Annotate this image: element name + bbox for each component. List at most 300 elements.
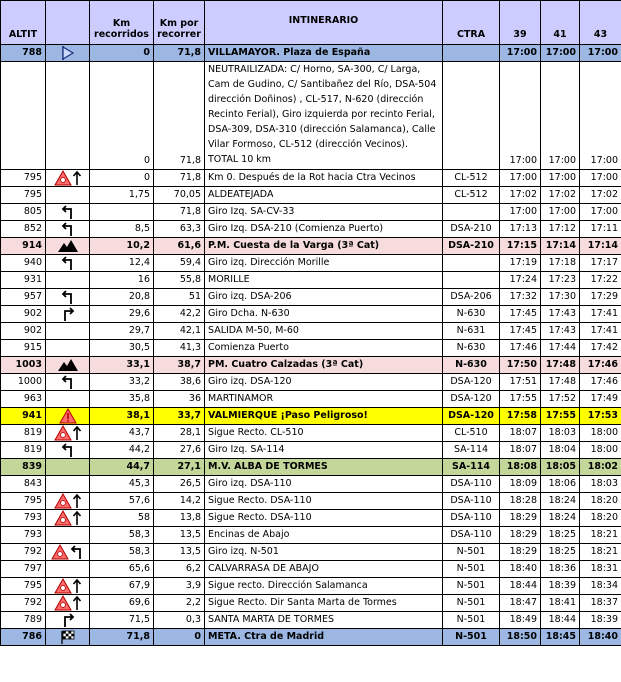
time-41-cell: 18:24 <box>541 493 580 510</box>
header-time-41: 41 <box>541 1 580 45</box>
km-recorridos-cell: 33,2 <box>90 374 154 391</box>
km-por-recorrer-cell: 38,7 <box>154 357 205 374</box>
time-43-cell: 18:00 <box>580 425 621 442</box>
time-39-cell: 17:00 <box>500 204 541 221</box>
itinerary-cell: Giro Dcha. N-630 <box>205 306 443 323</box>
time-39-cell: 18:08 <box>500 459 541 476</box>
km-por-recorrer-cell: 13,5 <box>154 527 205 544</box>
road-cell: SA-114 <box>443 442 500 459</box>
time-43-cell: 17:53 <box>580 408 621 425</box>
time-43-cell: 17:46 <box>580 357 621 374</box>
time-39-cell: 17:00 <box>500 45 541 62</box>
km-por-recorrer-cell: 33,7 <box>154 408 205 425</box>
km-recorridos-cell: 38,1 <box>90 408 154 425</box>
time-39-cell: 17:13 <box>500 221 541 238</box>
road-cell: N-501 <box>443 561 500 578</box>
road-cell: DSA-110 <box>443 527 500 544</box>
time-43-cell: 17:46 <box>580 374 621 391</box>
danger-warning-icon <box>59 411 77 422</box>
turn-left-icon <box>60 377 76 388</box>
km-por-recorrer-cell: 38,6 <box>154 374 205 391</box>
time-41-cell: 17:00 <box>541 62 580 170</box>
km-por-recorrer-cell: 13,5 <box>154 544 205 561</box>
itinerary-cell: Giro Izq. SA-114 <box>205 442 443 459</box>
altitude-cell: 795 <box>1 170 46 187</box>
km-por-recorrer-cell: 51 <box>154 289 205 306</box>
time-39-cell: 18:40 <box>500 561 541 578</box>
header-ctra: CTRA <box>443 1 500 45</box>
turn-left-icon <box>60 445 76 456</box>
km-por-recorrer-cell: 55,8 <box>154 272 205 289</box>
table-row <box>1 255 621 272</box>
time-43-cell: 17:17 <box>580 255 621 272</box>
icon-cell <box>46 459 90 476</box>
time-43-cell: 18:20 <box>580 510 621 527</box>
time-39-cell: 17:00 <box>500 62 541 170</box>
time-41-cell: 17:44 <box>541 340 580 357</box>
time-41-cell: 17:48 <box>541 357 580 374</box>
icon-cell <box>46 255 90 272</box>
time-39-cell: 18:07 <box>500 442 541 459</box>
road-cell <box>443 45 500 62</box>
km-por-recorrer-cell: 71,8 <box>154 45 205 62</box>
icon-cell <box>46 238 90 255</box>
itinerary-cell: SANTA MARTA DE TORMES <box>205 612 443 629</box>
itinerary-cell: META. Ctra de Madrid <box>205 629 443 646</box>
table-row <box>1 340 621 357</box>
turn-left-icon <box>60 258 76 269</box>
straight-arrow-icon <box>72 513 82 524</box>
itinerary-cell: Sigue recto. Dirección Salamanca <box>205 578 443 595</box>
time-41-cell: 17:30 <box>541 289 580 306</box>
altitude-cell: 1003 <box>1 357 46 374</box>
time-43-cell: 17:41 <box>580 323 621 340</box>
km-por-recorrer-cell: 3,9 <box>154 578 205 595</box>
altitude-cell: 792 <box>1 595 46 612</box>
km-por-recorrer-cell: 0,3 <box>154 612 205 629</box>
time-39-cell: 18:29 <box>500 510 541 527</box>
altitude-cell: 789 <box>1 612 46 629</box>
header-km-recorridos: Km recorridos <box>90 1 154 45</box>
table-row <box>1 629 621 646</box>
km-recorridos-cell: 16 <box>90 272 154 289</box>
km-recorridos-cell: 8,5 <box>90 221 154 238</box>
warning-triangle-icon <box>54 581 72 592</box>
time-41-cell: 18:05 <box>541 459 580 476</box>
table-row <box>1 306 621 323</box>
icon-cell <box>46 357 90 374</box>
time-39-cell: 17:46 <box>500 340 541 357</box>
altitude-cell: 793 <box>1 510 46 527</box>
table-row <box>1 442 621 459</box>
road-cell: N-630 <box>443 306 500 323</box>
km-por-recorrer-cell: 42,1 <box>154 323 205 340</box>
km-recorridos-cell: 10,2 <box>90 238 154 255</box>
time-39-cell: 18:07 <box>500 425 541 442</box>
km-recorridos-cell: 57,6 <box>90 493 154 510</box>
road-cell: N-501 <box>443 595 500 612</box>
km-recorridos-cell: 12,4 <box>90 255 154 272</box>
altitude-cell: 795 <box>1 187 46 204</box>
km-recorridos-cell: 35,8 <box>90 391 154 408</box>
km-por-recorrer-cell: 71,8 <box>154 204 205 221</box>
turn-left-icon <box>60 207 76 218</box>
road-cell: N-501 <box>443 578 500 595</box>
table-row <box>1 289 621 306</box>
km-por-recorrer-cell: 13,8 <box>154 510 205 527</box>
road-cell: DSA-210 <box>443 221 500 238</box>
altitude-cell: 795 <box>1 578 46 595</box>
itinerary-cell: Km 0. Después de la Rot hacia Ctra Vecinos <box>205 170 443 187</box>
km-por-recorrer-cell: 6,2 <box>154 561 205 578</box>
altitude-cell: 957 <box>1 289 46 306</box>
icon-cell <box>46 187 90 204</box>
altitude-cell: 902 <box>1 323 46 340</box>
altitude-cell: 786 <box>1 629 46 646</box>
time-41-cell: 17:14 <box>541 238 580 255</box>
km-por-recorrer-cell: 28,1 <box>154 425 205 442</box>
time-39-cell: 17:45 <box>500 323 541 340</box>
altitude-cell: 795 <box>1 493 46 510</box>
time-41-cell: 17:43 <box>541 323 580 340</box>
time-41-cell: 17:00 <box>541 204 580 221</box>
itinerary-cell: MORILLE <box>205 272 443 289</box>
time-43-cell: 18:00 <box>580 442 621 459</box>
itinerary-cell: NEUTRAILIZADA: C/ Horno, SA-300, C/ Larga, Cam de Gudino, C/ Santibañez del Río, DSA-504 dirección Doñinos) , CL-517, N-620 (dirección Recinto Ferial), Giro izquierda por recinto Ferial, DSA-309, DSA-310 (dirección Salamanca), Calle Vilar Formoso, CL-512 (dirección Vecinos). TOTAL 10 km <box>205 62 443 170</box>
road-cell: DSA-120 <box>443 374 500 391</box>
table-row <box>1 527 621 544</box>
icon-cell <box>46 323 90 340</box>
table-row <box>1 612 621 629</box>
header-row <box>1 1 621 45</box>
time-39-cell: 18:50 <box>500 629 541 646</box>
time-43-cell: 18:39 <box>580 612 621 629</box>
turn-left-icon <box>69 547 85 558</box>
time-43-cell: 18:37 <box>580 595 621 612</box>
altitude-cell: 788 <box>1 45 46 62</box>
time-39-cell: 18:28 <box>500 493 541 510</box>
icon-cell <box>46 595 90 612</box>
icon-cell <box>46 493 90 510</box>
time-43-cell: 17:42 <box>580 340 621 357</box>
time-41-cell: 18:39 <box>541 578 580 595</box>
time-41-cell: 17:02 <box>541 187 580 204</box>
time-39-cell: 17:24 <box>500 272 541 289</box>
time-43-cell: 18:31 <box>580 561 621 578</box>
time-43-cell: 18:34 <box>580 578 621 595</box>
time-39-cell: 18:47 <box>500 595 541 612</box>
itinerary-cell: Sigue Recto. DSA-110 <box>205 510 443 527</box>
time-41-cell: 18:25 <box>541 527 580 544</box>
straight-arrow-icon <box>72 496 82 507</box>
time-41-cell: 17:43 <box>541 306 580 323</box>
km-por-recorrer-cell: 14,2 <box>154 493 205 510</box>
road-cell: DSA-206 <box>443 289 500 306</box>
km-recorridos-cell: 71,8 <box>90 629 154 646</box>
warning-triangle-icon <box>51 547 69 558</box>
time-43-cell: 18:02 <box>580 459 621 476</box>
header-altit: ALTIT <box>1 1 46 45</box>
mountain-pass-icon <box>57 360 79 371</box>
straight-arrow-icon <box>72 598 82 609</box>
table-row <box>1 510 621 527</box>
time-39-cell: 17:00 <box>500 170 541 187</box>
altitude-cell: 819 <box>1 425 46 442</box>
km-recorridos-cell: 58 <box>90 510 154 527</box>
itinerary-cell: Sigue Recto. DSA-110 <box>205 493 443 510</box>
itinerary-cell: Giro izq. DSA-120 <box>205 374 443 391</box>
time-41-cell: 18:24 <box>541 510 580 527</box>
time-41-cell: 17:18 <box>541 255 580 272</box>
table-row <box>1 544 621 561</box>
icon-cell <box>46 170 90 187</box>
table-row <box>1 272 621 289</box>
altitude-cell: 915 <box>1 340 46 357</box>
km-recorridos-cell: 69,6 <box>90 595 154 612</box>
time-43-cell: 18:21 <box>580 527 621 544</box>
altitude-cell: 963 <box>1 391 46 408</box>
km-recorridos-cell: 1,75 <box>90 187 154 204</box>
icon-cell <box>46 612 90 629</box>
icon-cell <box>46 544 90 561</box>
time-41-cell: 17:48 <box>541 374 580 391</box>
road-cell: N-501 <box>443 612 500 629</box>
itinerary-cell: Giro Izq. SA-CV-33 <box>205 204 443 221</box>
km-recorridos-cell: 33,1 <box>90 357 154 374</box>
km-recorridos-cell: 44,2 <box>90 442 154 459</box>
time-39-cell: 17:51 <box>500 374 541 391</box>
altitude-cell: 941 <box>1 408 46 425</box>
itinerary-cell: Giro izq. Dirección Morille <box>205 255 443 272</box>
km-recorridos-cell: 58,3 <box>90 527 154 544</box>
road-cell <box>443 272 500 289</box>
time-43-cell: 18:20 <box>580 493 621 510</box>
itinerary-cell: CALVARRASA DE ABAJO <box>205 561 443 578</box>
table-row <box>1 62 621 170</box>
itinerary-cell: Sigue Recto. CL-510 <box>205 425 443 442</box>
road-cell: CL-512 <box>443 170 500 187</box>
itinerary-cell: ALDEATEJADA <box>205 187 443 204</box>
header-icon <box>46 1 90 45</box>
icon-cell <box>46 391 90 408</box>
warning-triangle-icon <box>54 513 72 524</box>
turn-right-icon <box>60 615 76 626</box>
table-row <box>1 425 621 442</box>
time-41-cell: 17:00 <box>541 170 580 187</box>
time-41-cell: 18:25 <box>541 544 580 561</box>
time-39-cell: 18:49 <box>500 612 541 629</box>
straight-arrow-icon <box>72 173 82 184</box>
header-time-43: 43 <box>580 1 621 45</box>
icon-cell <box>46 527 90 544</box>
road-cell: DSA-210 <box>443 238 500 255</box>
icon-cell <box>46 221 90 238</box>
time-43-cell: 17:00 <box>580 45 621 62</box>
km-recorridos-cell: 71,5 <box>90 612 154 629</box>
road-cell: DSA-110 <box>443 493 500 510</box>
itinerary-cell: SALIDA M-50, M-60 <box>205 323 443 340</box>
icon-cell <box>46 442 90 459</box>
turn-right-icon <box>60 309 76 320</box>
altitude-cell: 1000 <box>1 374 46 391</box>
time-41-cell: 18:03 <box>541 425 580 442</box>
table-row <box>1 221 621 238</box>
road-cell: SA-114 <box>443 459 500 476</box>
time-43-cell: 17:00 <box>580 204 621 221</box>
km-por-recorrer-cell: 26,5 <box>154 476 205 493</box>
altitude-cell <box>1 62 46 170</box>
time-41-cell: 18:06 <box>541 476 580 493</box>
start-flag-icon <box>60 48 76 59</box>
table-row <box>1 595 621 612</box>
km-por-recorrer-cell: 71,8 <box>154 62 205 170</box>
km-recorridos-cell <box>90 204 154 221</box>
icon-cell <box>46 374 90 391</box>
time-41-cell: 18:41 <box>541 595 580 612</box>
itinerary-cell: Giro izq. N-501 <box>205 544 443 561</box>
time-39-cell: 18:29 <box>500 544 541 561</box>
table-row <box>1 187 621 204</box>
table-row <box>1 323 621 340</box>
altitude-cell: 931 <box>1 272 46 289</box>
altitude-cell: 852 <box>1 221 46 238</box>
altitude-cell: 940 <box>1 255 46 272</box>
time-39-cell: 17:58 <box>500 408 541 425</box>
road-cell: CL-510 <box>443 425 500 442</box>
time-39-cell: 17:32 <box>500 289 541 306</box>
table-row <box>1 578 621 595</box>
time-39-cell: 17:50 <box>500 357 541 374</box>
time-39-cell: 18:09 <box>500 476 541 493</box>
icon-cell <box>46 629 90 646</box>
road-cell <box>443 62 500 170</box>
time-39-cell: 18:44 <box>500 578 541 595</box>
itinerary-cell: P.M. Cuesta de la Varga (3ª Cat) <box>205 238 443 255</box>
icon-cell <box>46 272 90 289</box>
itinerary-cell: MARTINAMOR <box>205 391 443 408</box>
road-cell: DSA-110 <box>443 510 500 527</box>
km-por-recorrer-cell: 2,2 <box>154 595 205 612</box>
header-km-por-recorrer: Km por recorrer <box>154 1 205 45</box>
km-por-recorrer-cell: 42,2 <box>154 306 205 323</box>
altitude-cell: 792 <box>1 544 46 561</box>
time-43-cell: 17:02 <box>580 187 621 204</box>
itinerary-cell: Giro Izq. DSA-210 (Comienza Puerto) <box>205 221 443 238</box>
table-row <box>1 391 621 408</box>
icon-cell <box>46 408 90 425</box>
altitude-cell: 902 <box>1 306 46 323</box>
table-row <box>1 561 621 578</box>
km-por-recorrer-cell: 27,1 <box>154 459 205 476</box>
icon-cell <box>46 561 90 578</box>
itinerary-cell: VALMIERQUE ¡Paso Peligroso! <box>205 408 443 425</box>
road-cell: N-631 <box>443 323 500 340</box>
time-43-cell: 17:22 <box>580 272 621 289</box>
km-recorridos-cell: 44,7 <box>90 459 154 476</box>
icon-cell <box>46 204 90 221</box>
km-recorridos-cell: 67,9 <box>90 578 154 595</box>
road-cell <box>443 204 500 221</box>
km-por-recorrer-cell: 61,6 <box>154 238 205 255</box>
altitude-cell: 805 <box>1 204 46 221</box>
warning-triangle-icon <box>54 598 72 609</box>
itinerary-cell: Sigue Recto. Dir Santa Marta de Tormes <box>205 595 443 612</box>
km-recorridos-cell: 65,6 <box>90 561 154 578</box>
icon-cell <box>46 476 90 493</box>
road-cell <box>443 255 500 272</box>
km-por-recorrer-cell: 41,3 <box>154 340 205 357</box>
time-41-cell: 18:44 <box>541 612 580 629</box>
altitude-cell: 843 <box>1 476 46 493</box>
time-43-cell: 17:11 <box>580 221 621 238</box>
altitude-cell: 819 <box>1 442 46 459</box>
altitude-cell: 793 <box>1 527 46 544</box>
time-43-cell: 17:00 <box>580 170 621 187</box>
warning-triangle-icon <box>54 428 72 439</box>
altitude-cell: 839 <box>1 459 46 476</box>
time-43-cell: 17:49 <box>580 391 621 408</box>
km-recorridos-cell: 43,7 <box>90 425 154 442</box>
km-recorridos-cell: 20,8 <box>90 289 154 306</box>
straight-arrow-icon <box>72 581 82 592</box>
km-por-recorrer-cell: 27,6 <box>154 442 205 459</box>
km-recorridos-cell: 29,7 <box>90 323 154 340</box>
km-por-recorrer-cell: 59,4 <box>154 255 205 272</box>
mountain-pass-icon <box>57 241 79 252</box>
time-39-cell: 17:45 <box>500 306 541 323</box>
road-cell: CL-512 <box>443 187 500 204</box>
altitude-cell: 797 <box>1 561 46 578</box>
icon-cell <box>46 306 90 323</box>
time-43-cell: 18:21 <box>580 544 621 561</box>
km-recorridos-cell: 45,3 <box>90 476 154 493</box>
turn-left-icon <box>60 292 76 303</box>
table-row <box>1 204 621 221</box>
time-43-cell: 18:40 <box>580 629 621 646</box>
table-row <box>1 408 621 425</box>
km-por-recorrer-cell: 36 <box>154 391 205 408</box>
time-39-cell: 17:15 <box>500 238 541 255</box>
km-por-recorrer-cell: 71,8 <box>154 170 205 187</box>
km-recorridos-cell: 0 <box>90 62 154 170</box>
straight-arrow-icon <box>72 428 82 439</box>
itinerary-cell: Giro izq. DSA-110 <box>205 476 443 493</box>
road-cell: N-501 <box>443 629 500 646</box>
time-39-cell: 17:55 <box>500 391 541 408</box>
turn-left-icon <box>60 224 76 235</box>
time-39-cell: 17:19 <box>500 255 541 272</box>
icon-cell <box>46 45 90 62</box>
road-cell: DSA-120 <box>443 408 500 425</box>
itinerary-cell: M.V. ALBA DE TORMES <box>205 459 443 476</box>
itinerary-cell: Encinas de Abajo <box>205 527 443 544</box>
time-41-cell: 18:36 <box>541 561 580 578</box>
table-row <box>1 493 621 510</box>
km-por-recorrer-cell: 63,3 <box>154 221 205 238</box>
table-row <box>1 374 621 391</box>
time-41-cell: 17:52 <box>541 391 580 408</box>
km-por-recorrer-cell: 70,05 <box>154 187 205 204</box>
time-43-cell: 17:14 <box>580 238 621 255</box>
time-43-cell: 17:00 <box>580 62 621 170</box>
icon-cell <box>46 340 90 357</box>
km-recorridos-cell: 0 <box>90 170 154 187</box>
table-row <box>1 476 621 493</box>
km-recorridos-cell: 29,6 <box>90 306 154 323</box>
km-recorridos-cell: 0 <box>90 45 154 62</box>
time-41-cell: 17:23 <box>541 272 580 289</box>
road-cell: N-501 <box>443 544 500 561</box>
